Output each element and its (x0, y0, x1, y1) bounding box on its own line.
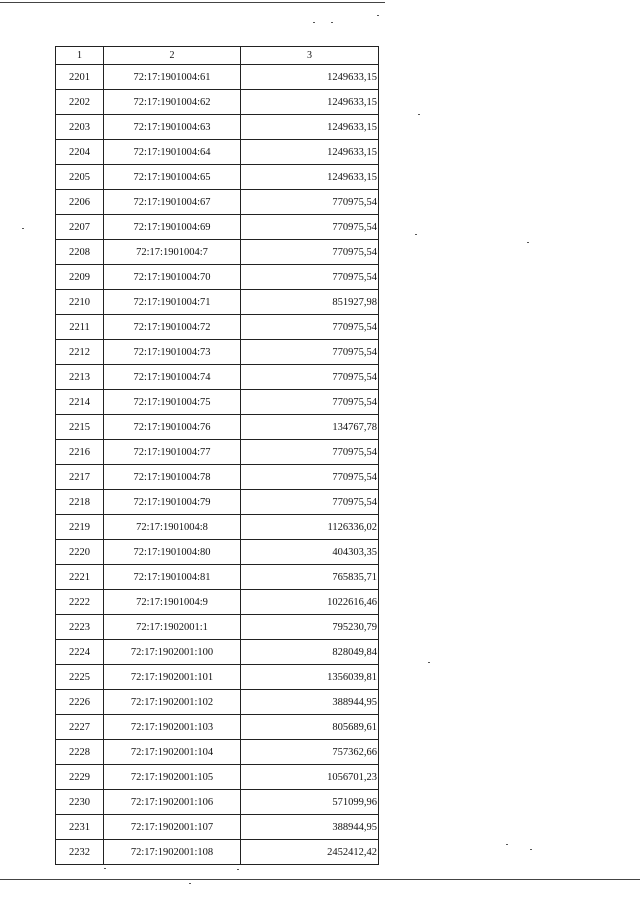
cadastral-number: 72:17:1901004:70 (104, 265, 241, 290)
cadastral-number: 72:17:1901004:75 (104, 390, 241, 415)
cadastral-value: 765835,71 (241, 565, 379, 590)
scan-speck (418, 114, 420, 115)
table-row (56, 90, 379, 115)
cadastral-value: 770975,54 (241, 190, 379, 215)
cadastral-number: 72:17:1902001:103 (104, 715, 241, 740)
cadastral-value: 2452412,42 (241, 840, 379, 865)
table-row (56, 290, 379, 315)
cadastral-value: 404303,35 (241, 540, 379, 565)
row-number: 2215 (56, 415, 104, 440)
cadastral-number: 72:17:1901004:63 (104, 115, 241, 140)
row-number: 2232 (56, 840, 104, 865)
row-number: 2229 (56, 765, 104, 790)
row-number: 2216 (56, 440, 104, 465)
cadastral-value: 1249633,15 (241, 90, 379, 115)
table-row (56, 565, 379, 590)
cadastral-value: 770975,54 (241, 365, 379, 390)
cadastral-value: 770975,54 (241, 265, 379, 290)
row-number: 2228 (56, 740, 104, 765)
table-row (56, 465, 379, 490)
cadastral-value: 851927,98 (241, 290, 379, 315)
row-number: 2212 (56, 340, 104, 365)
cadastral-value: 770975,54 (241, 465, 379, 490)
table-row (56, 215, 379, 240)
row-number: 2227 (56, 715, 104, 740)
row-number: 2207 (56, 215, 104, 240)
row-number: 2225 (56, 665, 104, 690)
cadastral-number: 72:17:1902001:106 (104, 790, 241, 815)
table-row (56, 840, 379, 865)
row-number: 2213 (56, 365, 104, 390)
cadastral-number: 72:17:1902001:104 (104, 740, 241, 765)
scan-speck (377, 15, 379, 16)
cadastral-value: 388944,95 (241, 690, 379, 715)
cadastral-number: 72:17:1902001:1 (104, 615, 241, 640)
row-number: 2202 (56, 90, 104, 115)
table-row (56, 765, 379, 790)
cadastral-number: 72:17:1901004:9 (104, 590, 241, 615)
cadastral-value: 770975,54 (241, 240, 379, 265)
cadastral-value: 828049,84 (241, 640, 379, 665)
cadastral-value: 1056701,23 (241, 765, 379, 790)
row-number: 2219 (56, 515, 104, 540)
cadastral-value: 770975,54 (241, 315, 379, 340)
cadastral-number: 72:17:1901004:77 (104, 440, 241, 465)
row-number: 2211 (56, 315, 104, 340)
row-number: 2221 (56, 565, 104, 590)
row-number: 2205 (56, 165, 104, 190)
cadastral-value: 1249633,15 (241, 65, 379, 90)
table-row (56, 340, 379, 365)
scan-speck (189, 883, 191, 884)
row-number: 2222 (56, 590, 104, 615)
cadastral-number: 72:17:1901004:64 (104, 140, 241, 165)
table-row (56, 490, 379, 515)
row-number: 2217 (56, 465, 104, 490)
scan-speck (530, 849, 532, 850)
cadastral-number: 72:17:1901004:67 (104, 190, 241, 215)
scan-speck (428, 662, 430, 663)
table-row (56, 315, 379, 340)
table-row (56, 140, 379, 165)
cadastral-number: 72:17:1902001:108 (104, 840, 241, 865)
row-number: 2206 (56, 190, 104, 215)
cadastral-value: 1249633,15 (241, 165, 379, 190)
bottom-rule (0, 879, 640, 880)
table-row (56, 240, 379, 265)
row-number: 2208 (56, 240, 104, 265)
cadastral-number: 72:17:1901004:74 (104, 365, 241, 390)
cadastral-value: 770975,54 (241, 390, 379, 415)
row-number: 2203 (56, 115, 104, 140)
table-row (56, 190, 379, 215)
table-header-row (56, 47, 379, 65)
scan-speck (527, 242, 529, 243)
row-number: 2209 (56, 265, 104, 290)
table-row (56, 790, 379, 815)
row-number: 2230 (56, 790, 104, 815)
cadastral-value: 1249633,15 (241, 115, 379, 140)
cadastral-value: 770975,54 (241, 490, 379, 515)
scan-speck (331, 22, 333, 23)
cadastral-number: 72:17:1901004:62 (104, 90, 241, 115)
table-row (56, 440, 379, 465)
column-header-2: 2 (104, 47, 241, 65)
column-header-3: 3 (241, 47, 379, 65)
cadastral-number: 72:17:1901004:69 (104, 215, 241, 240)
table-row (56, 665, 379, 690)
table-row (56, 515, 379, 540)
cadastral-number: 72:17:1901004:76 (104, 415, 241, 440)
table-row (56, 390, 379, 415)
table-row (56, 815, 379, 840)
cadastral-number: 72:17:1901004:8 (104, 515, 241, 540)
scan-speck (506, 844, 508, 845)
row-number: 2220 (56, 540, 104, 565)
table-row (56, 115, 379, 140)
cadastral-value: 795230,79 (241, 615, 379, 640)
row-number: 2214 (56, 390, 104, 415)
scan-speck (313, 22, 315, 23)
cadastral-value: 1126336,02 (241, 515, 379, 540)
cadastral-number: 72:17:1901004:7 (104, 240, 241, 265)
cadastral-value: 1022616,46 (241, 590, 379, 615)
cadastral-number: 72:17:1901004:80 (104, 540, 241, 565)
cadastral-number: 72:17:1901004:61 (104, 65, 241, 90)
top-rule (0, 2, 385, 3)
cadastral-value: 1356039,81 (241, 665, 379, 690)
cadastral-value: 134767,78 (241, 415, 379, 440)
cadastral-number: 72:17:1901004:65 (104, 165, 241, 190)
row-number: 2210 (56, 290, 104, 315)
cadastral-number: 72:17:1902001:101 (104, 665, 241, 690)
table-row (56, 365, 379, 390)
cadastral-value: 770975,54 (241, 215, 379, 240)
cadastral-number: 72:17:1902001:102 (104, 690, 241, 715)
table-row (56, 540, 379, 565)
cadastral-number: 72:17:1901004:81 (104, 565, 241, 590)
row-number: 2218 (56, 490, 104, 515)
table-row (56, 590, 379, 615)
cadastral-value-table (55, 46, 379, 865)
table-row (56, 640, 379, 665)
cadastral-value: 770975,54 (241, 340, 379, 365)
cadastral-number: 72:17:1901004:79 (104, 490, 241, 515)
cadastral-number: 72:17:1901004:72 (104, 315, 241, 340)
cadastral-value: 757362,66 (241, 740, 379, 765)
scan-speck (415, 234, 417, 235)
table-row (56, 165, 379, 190)
cadastral-number: 72:17:1901004:73 (104, 340, 241, 365)
table-row (56, 65, 379, 90)
table-row (56, 415, 379, 440)
scan-speck (22, 228, 24, 229)
scan-speck (237, 869, 239, 870)
table-row (56, 615, 379, 640)
row-number: 2224 (56, 640, 104, 665)
cadastral-number: 72:17:1901004:71 (104, 290, 241, 315)
column-header-1: 1 (56, 47, 104, 65)
cadastral-number: 72:17:1902001:100 (104, 640, 241, 665)
cadastral-value: 1249633,15 (241, 140, 379, 165)
row-number: 2226 (56, 690, 104, 715)
table-row (56, 690, 379, 715)
row-number: 2204 (56, 140, 104, 165)
row-number: 2231 (56, 815, 104, 840)
cadastral-value: 388944,95 (241, 815, 379, 840)
row-number: 2201 (56, 65, 104, 90)
cadastral-number: 72:17:1902001:105 (104, 765, 241, 790)
table-row (56, 265, 379, 290)
cadastral-value: 805689,61 (241, 715, 379, 740)
table-row (56, 715, 379, 740)
row-number: 2223 (56, 615, 104, 640)
cadastral-value: 770975,54 (241, 440, 379, 465)
cadastral-number: 72:17:1902001:107 (104, 815, 241, 840)
scan-speck (104, 868, 106, 869)
cadastral-value: 571099,96 (241, 790, 379, 815)
cadastral-number: 72:17:1901004:78 (104, 465, 241, 490)
table-row (56, 740, 379, 765)
